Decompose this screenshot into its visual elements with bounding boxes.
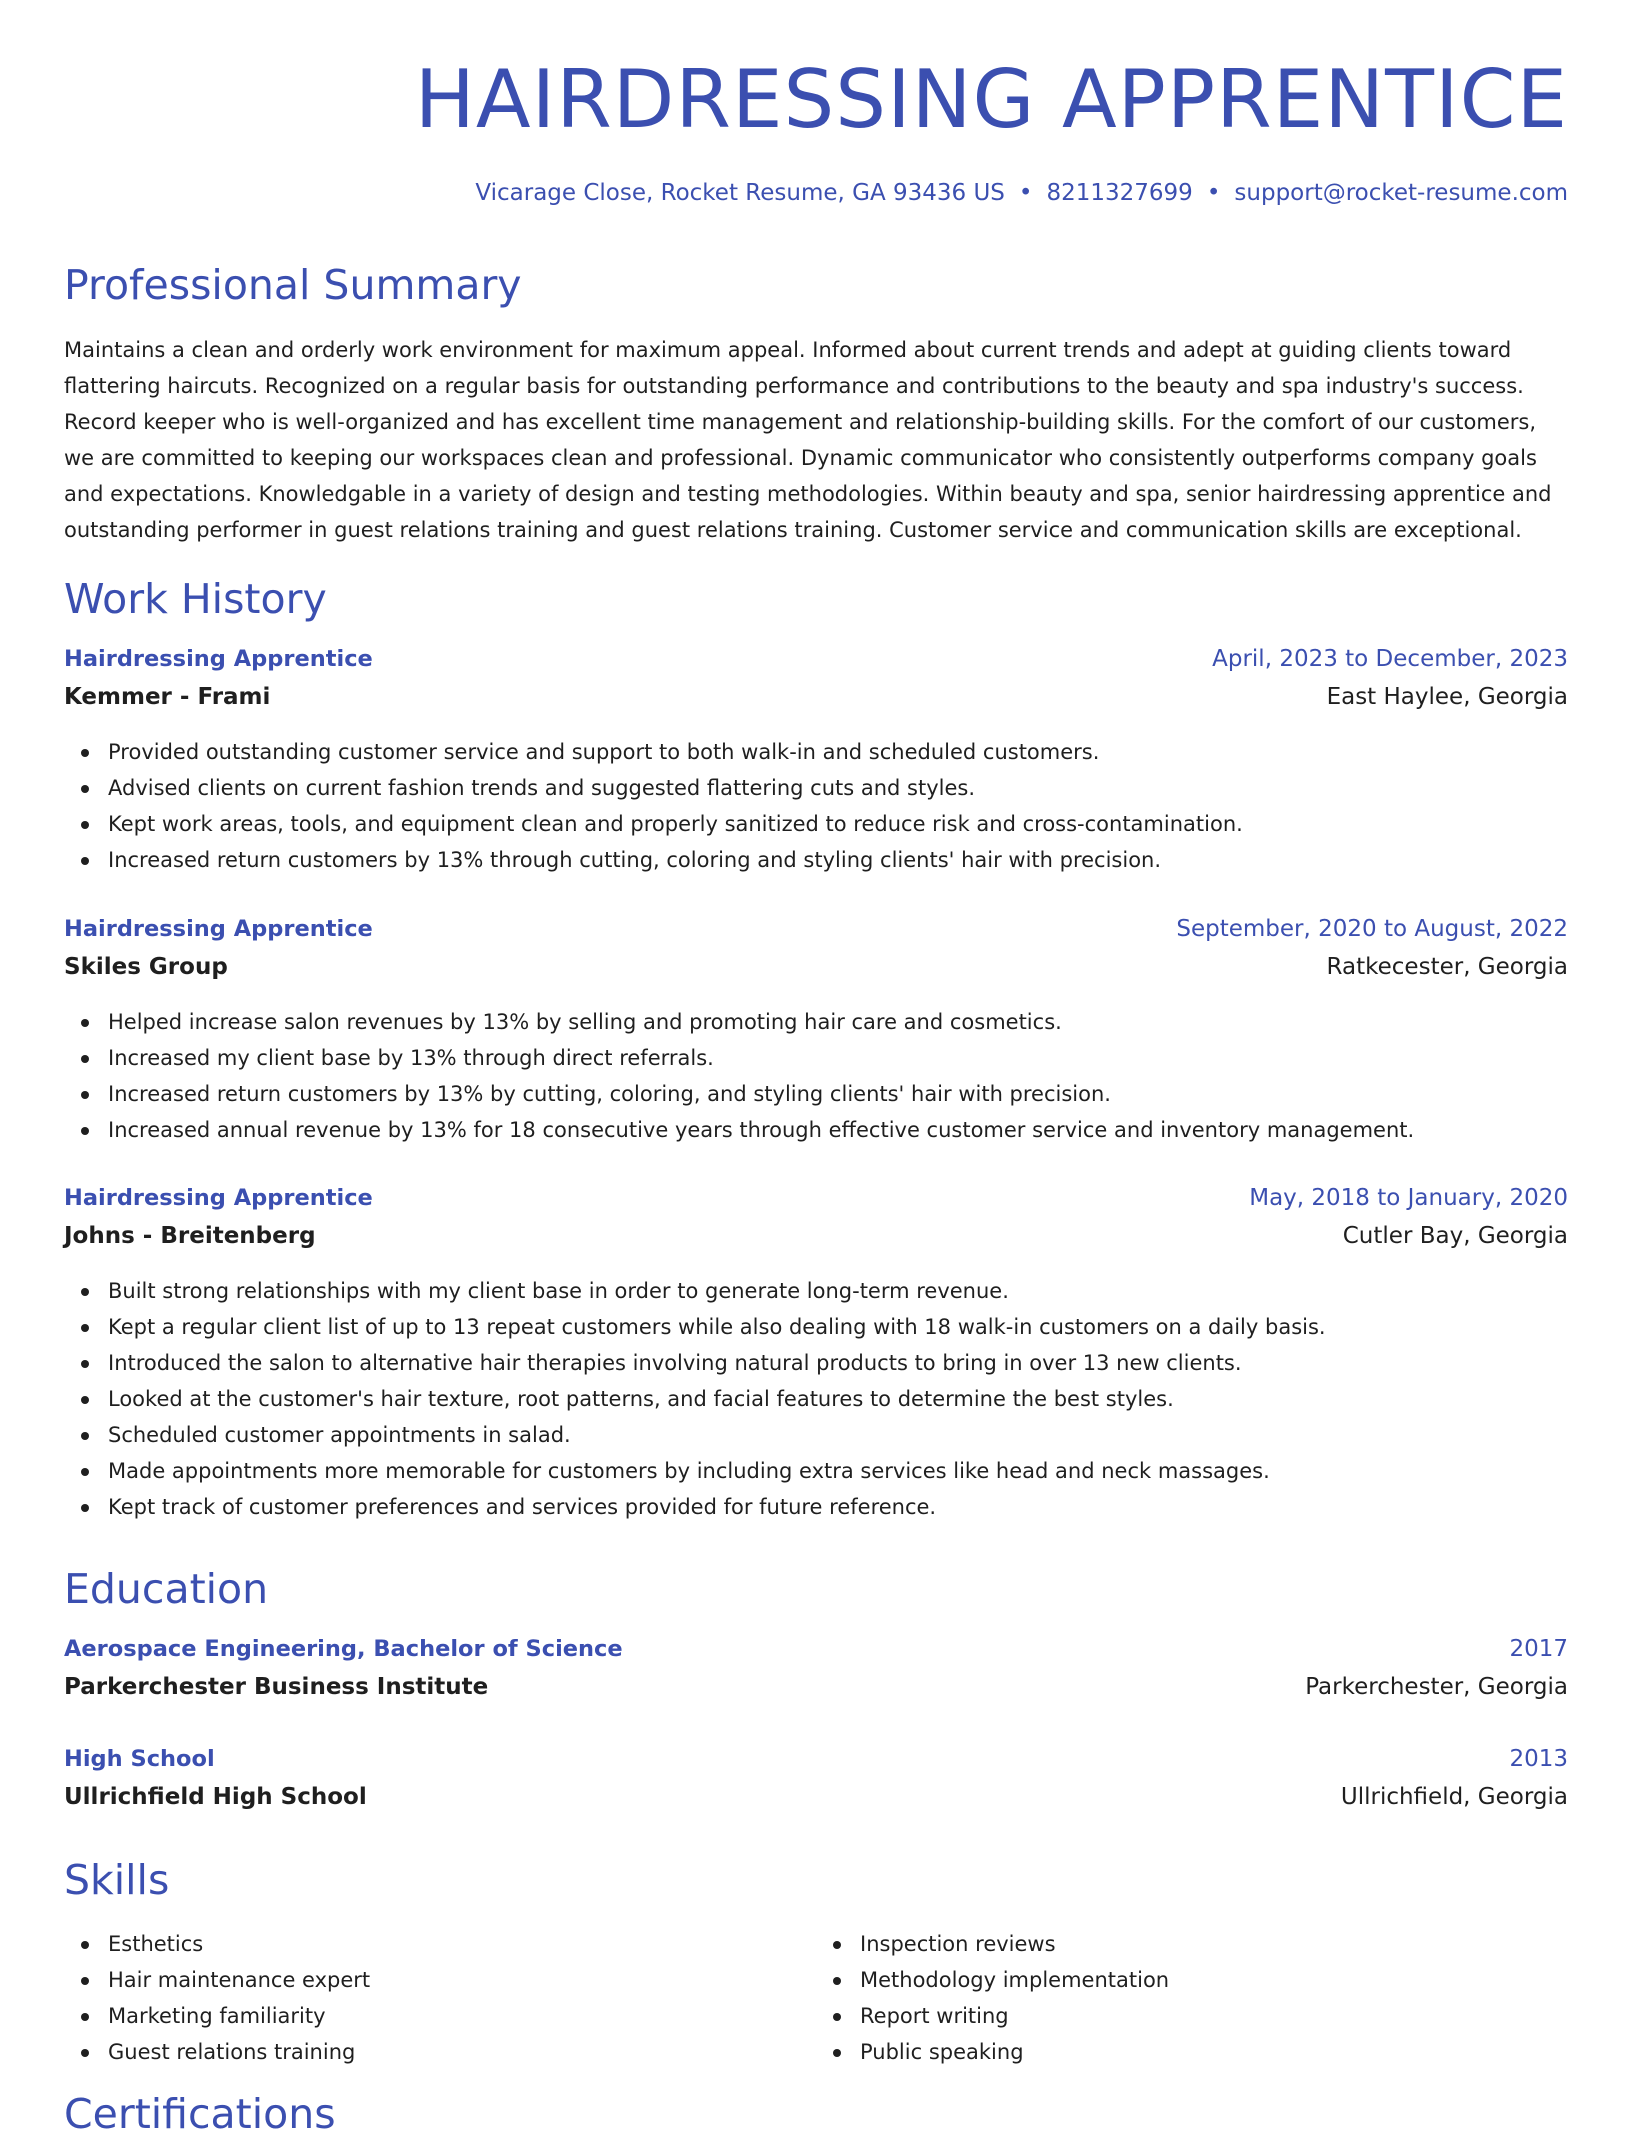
contact-email: support@rocket-resume.com (1234, 180, 1568, 206)
education-location: Parkerchester, Georgia (1305, 1674, 1568, 1700)
skill-item: Inspection reviews (860, 1926, 1568, 1962)
skill-item: Guest relations training (108, 2034, 816, 2070)
summary-text: Maintains a clean and orderly work environment for maximum appeal. Informed about current trends and adept at guiding clients toward flattering haircuts. Recognized on a regular basis for outstanding performance and contributions to the beauty and spa industry's success. Record keeper who is well-organized and has excellent time management and relationship-building skills. For the comfort of our customers, we are committed to keeping our workspaces clean and professional. Dynamic communicator who consistently outperforms company goals and expectations. Knowledgable in a variety of design and testing methodologies. Within beauty and spa, senior hairdressing apprentice and outstanding performer in guest relations training and guest relations training. Customer service and communication skills are exceptional. (64, 338, 1552, 542)
job-bullet: Built strong relationships with my client base in order to generate long-term revenue. (108, 1273, 1568, 1309)
job-bullet: Kept work areas, tools, and equipment clean and properly sanitized to reduce risk and cross-contamination. (108, 806, 1568, 842)
job-bullet: Made appointments more memorable for customers by including extra services like head and neck massages. (108, 1453, 1568, 1489)
job-bullet: Looked at the customer's hair texture, root patterns, and facial features to determine the best styles. (108, 1381, 1568, 1417)
job-bullet: Scheduled customer appointments in salad. (108, 1417, 1568, 1453)
contact-phone: 8211327699 (1046, 180, 1193, 206)
job-dates: May, 2018 to January, 2020 (1249, 1185, 1568, 1211)
skill-item: Methodology implementation (860, 1962, 1568, 1998)
job-bullet: Advised clients on current fashion trends and suggested flattering cuts and styles. (108, 770, 1568, 806)
job-title: Hairdressing Apprentice (64, 916, 373, 942)
job-company: Johns - Breitenberg (64, 1223, 316, 1249)
job-bullets (64, 1273, 1568, 1525)
education-entry (64, 1746, 1568, 1822)
job-dates: April, 2023 to December, 2023 (1212, 646, 1568, 672)
education-entry (64, 1636, 1568, 1712)
job-title: Hairdressing Apprentice (64, 646, 373, 672)
resume-name: HAIRDRESSING APPRENTICE (414, 53, 1568, 146)
job-location: Ratkecester, Georgia (1326, 954, 1568, 980)
job-entry (64, 916, 1568, 1148)
education-degree: Aerospace Engineering, Bachelor of Science (64, 1636, 623, 1662)
job-bullet: Kept a regular client list of up to 13 repeat customers while also dealing with 18 walk-in customers on a daily basis. (108, 1309, 1568, 1345)
skill-item: Esthetics (108, 1926, 816, 1962)
job-location: Cutler Bay, Georgia (1342, 1223, 1568, 1249)
skills-list (64, 1926, 1568, 2070)
job-bullets (64, 734, 1568, 878)
skills-column-left (64, 1926, 816, 2070)
job-entry (64, 1185, 1568, 1525)
job-bullet: Increased return customers by 13% through cutting, coloring and styling clients' hair with precision. (108, 842, 1568, 878)
contact-line (475, 180, 1568, 206)
education-degree: High School (64, 1746, 215, 1772)
education-school: Parkerchester Business Institute (64, 1674, 489, 1700)
contact-separator: • (1206, 180, 1221, 206)
job-dates: September, 2020 to August, 2022 (1176, 916, 1568, 942)
skill-item: Public speaking (860, 2034, 1568, 2070)
job-entry (64, 646, 1568, 878)
skills-column-right (816, 1926, 1568, 2070)
job-bullets (64, 1004, 1568, 1148)
next-section-heading-cropped: Certifications (64, 2090, 336, 2138)
job-bullet: Increased annual revenue by 13% for 18 consecutive years through effective customer service and inventory management. (108, 1112, 1568, 1148)
job-bullet: Kept track of customer preferences and services provided for future reference. (108, 1489, 1568, 1525)
job-company: Skiles Group (64, 954, 228, 980)
job-company: Kemmer - Frami (64, 684, 271, 710)
job-title: Hairdressing Apprentice (64, 1185, 373, 1211)
contact-separator: • (1018, 180, 1033, 206)
skill-item: Marketing familiarity (108, 1998, 816, 2034)
education-location: Ullrichfield, Georgia (1340, 1784, 1568, 1810)
skills-heading: Skills (64, 1856, 170, 1904)
job-bullet: Helped increase salon revenues by 13% by selling and promoting hair care and cosmetics. (108, 1004, 1568, 1040)
job-bullet: Increased return customers by 13% by cutting, coloring, and styling clients' hair with precision. (108, 1076, 1568, 1112)
contact-address: Vicarage Close, Rocket Resume, GA 93436 US (475, 180, 1005, 206)
summary-heading: Professional Summary (64, 261, 522, 309)
job-bullet: Increased my client base by 13% through direct referrals. (108, 1040, 1568, 1076)
education-year: 2017 (1509, 1636, 1568, 1662)
education-school: Ullrichfield High School (64, 1784, 367, 1810)
job-bullet: Introduced the salon to alternative hair therapies involving natural products to bring in over 13 new clients. (108, 1345, 1568, 1381)
job-bullet: Provided outstanding customer service and support to both walk-in and scheduled customers. (108, 734, 1568, 770)
skill-item: Report writing (860, 1998, 1568, 2034)
skill-item: Hair maintenance expert (108, 1962, 816, 1998)
work-history-heading: Work History (64, 575, 327, 623)
education-heading: Education (64, 1565, 269, 1613)
education-year: 2013 (1509, 1746, 1568, 1772)
job-location: East Haylee, Georgia (1326, 684, 1568, 710)
